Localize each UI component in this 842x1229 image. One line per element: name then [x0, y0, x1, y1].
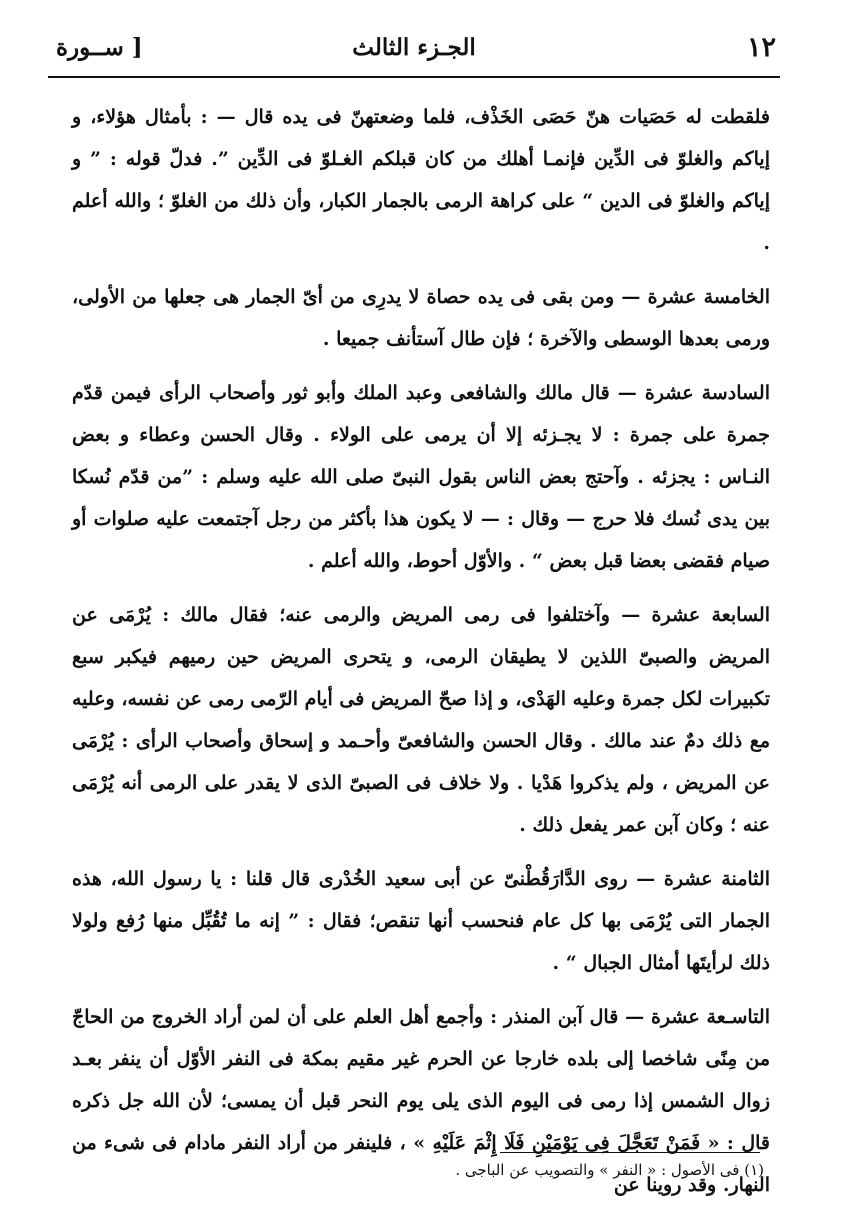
paragraph: السابعة عشرة — وآختلفوا فى رمى المريض والرمى عنه؛ فقال مالك : يُرْمَى عن المريض والصبىّ اللذين لا يطيقان الرمى، و يتحرى المريض حين رميهم فيكبر سبع تكبيرات لكل جمرة وعليه الهَدْى، و إذا صحّ المريض فى أيام الرّمى رمى عن نفسه، وعليه مع ذلك دمٌ عند مالك . وقال الحسن والشافعىّ وأحـمد و إسحاق وأصحاب الرأى : يُرْمَى عن المريض ، ولم يذكروا هَدْيا . ولا خلاف فى الصبىّ الذى لا يقدر على الرمى أنه يُرْمَى عنه ؛ وكان آبن عمر يفعل ذلك .: [72, 604, 770, 836]
paragraph: الثامنة عشرة — روى الدَّارَقُطْنىّ عن أبى سعيد الخُدْرى قال قلنا : يا رسول الله، هذه الجمار التى يُرْمَى بها كل عام فنحسب أنها تنقص؛ فقال : ” إنه ما تُقُبِّل منها رُفع ولولا ذلك لرأيتَها أمثال الجبال “ .: [72, 868, 770, 974]
main-text: [72, 96, 770, 1218]
paragraph: التاسـعة عشرة — قال آبن المنذر : وأجمع أهل العلم على أن لمن أراد الخروج من الحاجّ من مِنًى شاخصا إلى بلده خارجا عن الحرم غير مقيم بمكة فى النفر الأوّل أن ينفر بعـد زوال الشمس إذا رمى فى اليوم الذى يلى يوم النحر قبل أن يمسى؛ لأن الله جل ذكره قال : « فَمَنْ تَعَجَّلَ فِى يَوْمَيْنِ فَلَا إِثْمَ عَلَيْهِ » ، فلينفر من أراد النفر مادام فى شىء من النهار. وقد روينا عن: [72, 1006, 770, 1196]
footnote-divider: [500, 1152, 760, 1153]
footnote: (١) فى الأصول : « النفر » والتصويب عن الباجى .: [455, 1161, 764, 1179]
paragraph: فلقطت له حَصَيات هنّ حَصَى الخَذْف، فلما وضعتهنّ فى يده قال — : بأمثال هؤلاء، و إياكم والغلوّ فى الدِّين فإنمـا أهلك من كان قبلكم الغـلوّ فى الدِّين ”. فدلّ قوله : ” و إياكم والغلوّ فى الدين “ على كراهة الرمى بالجمار الكبار، وأن ذلك من الغلوّ ؛ والله أعلم .: [72, 106, 770, 254]
surah-label: [ ســورة: [56, 34, 143, 61]
part-title: الجـزء الثالث: [352, 34, 476, 61]
page-number: ١٢: [746, 32, 776, 63]
paragraph: السادسة عشرة — قال مالك والشافعى وعبد الملك وأبو ثور وأصحاب الرأى فيمن قدّم جمرة على جمرة : لا يجـزئه إلا أن يرمى على الولاء . وقال الحسن وعطاء و بعض النـاس : يجزئه . وآحتج بعض الناس بقول النبىّ صلى الله عليه وسلم : ”من قدّم نُسكا بين يدى نُسك فلا حرج — وقال : — لا يكون هذا بأكثر من رجل آجتمعت عليه صلوات أو صيام فقضى بعضا قبل بعض “ . والأوّل أحوط، والله أعلم .: [72, 382, 770, 572]
page-header: [48, 30, 780, 78]
paragraph: الخامسة عشرة — ومن بقى فى يده حصاة لا يدرِى من أىّ الجمار هى جعلها من الأولى، ورمى بعدها الوسطى والآخرة ؛ فإن طال آستأنف جميعا .: [72, 286, 770, 350]
